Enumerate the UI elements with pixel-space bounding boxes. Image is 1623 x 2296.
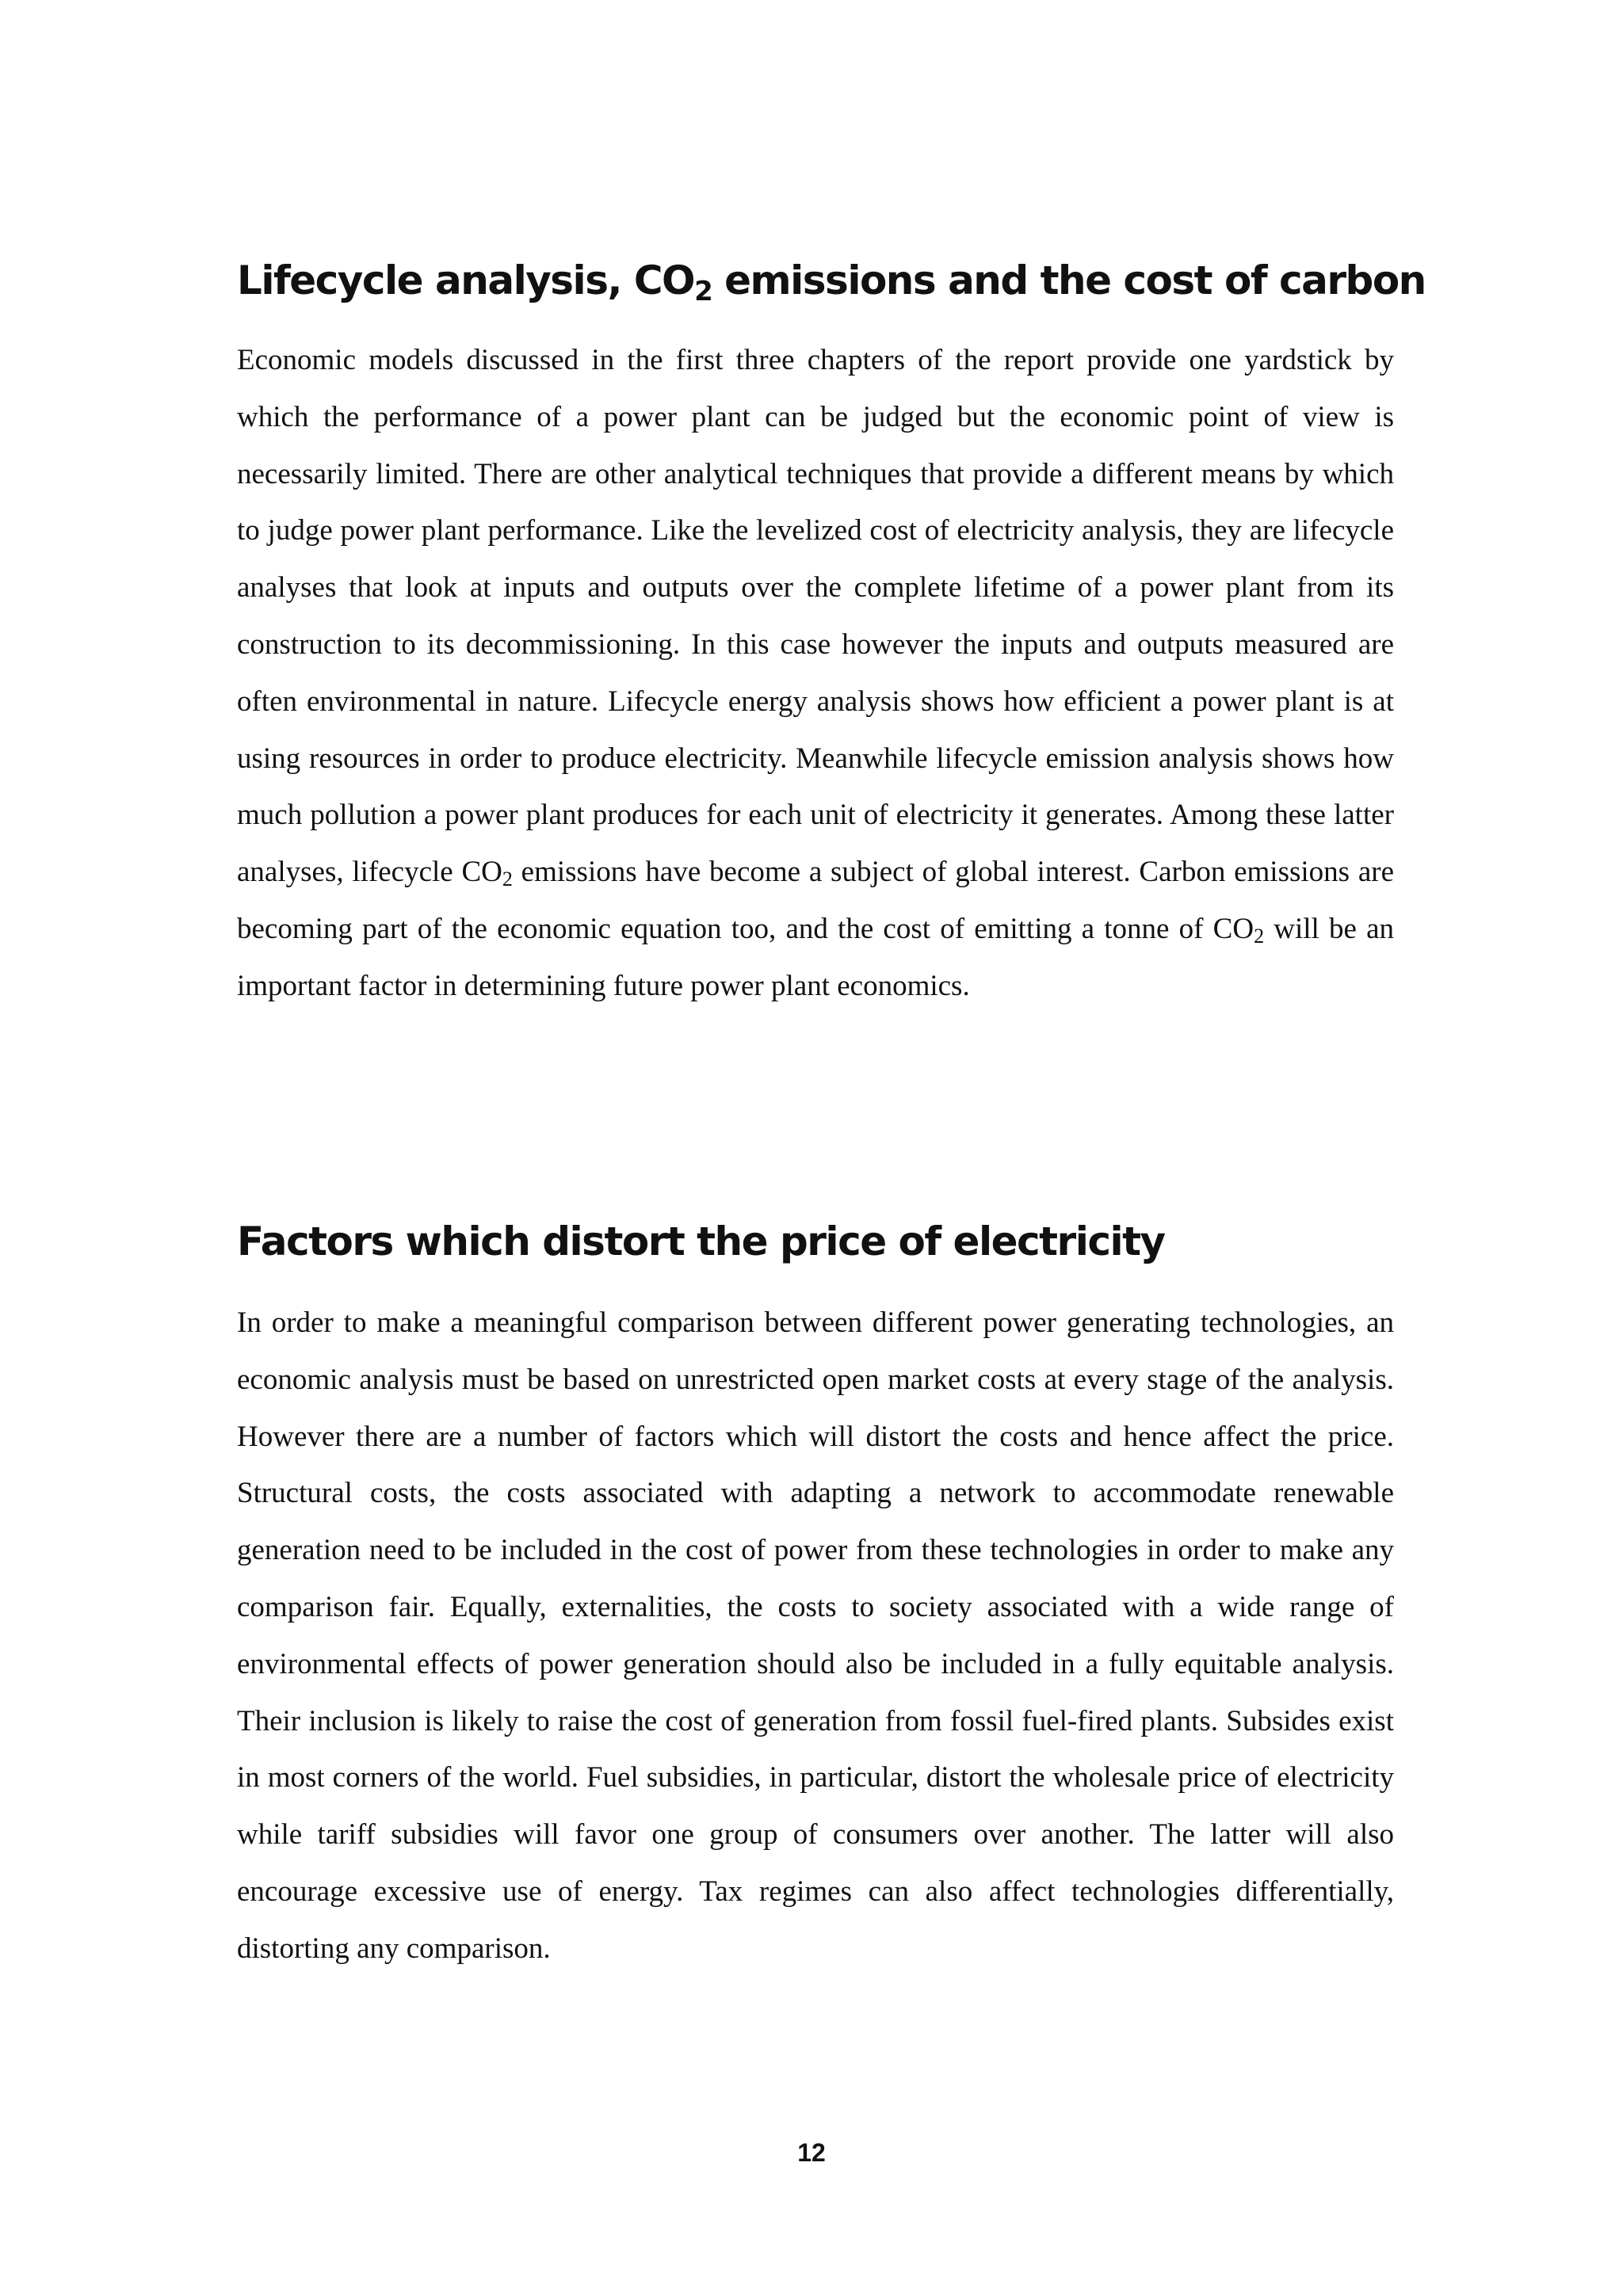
heading-text-start: Lifecycle analysis, CO bbox=[237, 257, 695, 303]
paragraph-text-part-1: Economic models discussed in the first three chapters of the report provide one yardstick by which the performance of a power plant can be judged but the economic point of view is necessarily limited. There are other analytical techniques that provide a different means by which to judge power plant performance. Like the levelized cost of electricity analysis, they are lifecycle analyses that look at inputs and outputs over the complete lifetime of a power plant from its construction to its decommissioning. In this case however the inputs and outputs measured are often environmental in nature. Lifecycle energy analysis shows how efficient a power plant is at using resources in order to produce electricity. Meanwhile lifecycle emission analysis shows how much pollution a power plant produces for each unit of electricity it generates. Among these latter analyses, lifecycle CO bbox=[237, 344, 1394, 889]
heading-subscript: 2 bbox=[694, 276, 712, 307]
co2-subscript-1: 2 bbox=[502, 868, 513, 891]
section-heading-price-distortion: Factors which distort the price of electricity bbox=[237, 1219, 1165, 1264]
page-number: 12 bbox=[797, 2138, 826, 2167]
paragraph-text-part-2: emissions have become a subject of global interest. Carbon emissions are becoming part of the economic equation too, and the cost of emitting a tonne of CO bbox=[237, 856, 1395, 945]
paragraph-text-part-3: will be an important factor in determining future power plant economics. bbox=[237, 912, 1394, 1002]
heading-text-end: emissions and the cost of carbon bbox=[712, 257, 1426, 303]
lifecycle-analysis-paragraph bbox=[237, 332, 1394, 1015]
co2-subscript-2: 2 bbox=[1254, 924, 1265, 948]
price-distortion-paragraph: In order to make a meaningful comparison between different power generating technologies, an economic analysis must be based on unrestricted open market costs at every stage of the analysis. However there are a number of factors which will distort the costs and hence affect the price. Structural costs, the costs associated with adapting a network to accommodate renewable generation need to be included in the cost of power from these technologies in order to make any comparison fair. Equally, externalities, the costs to society associated with a wide range of environmental effects of power generation should also be included in a fully equitable analysis. Their inclusion is likely to raise the cost of generation from fossil fuel-fired plants. Subsides exist in most corners of the world. Fuel subsidies, in particular, distort the wholesale price of electricity while tariff subsidies will favor one group of consumers over another. The latter will also encourage excessive use of energy. Tax regimes can also affect technologies differentially, distorting any comparison. bbox=[237, 1306, 1394, 1965]
section-heading-lifecycle-analysis bbox=[237, 255, 1426, 307]
